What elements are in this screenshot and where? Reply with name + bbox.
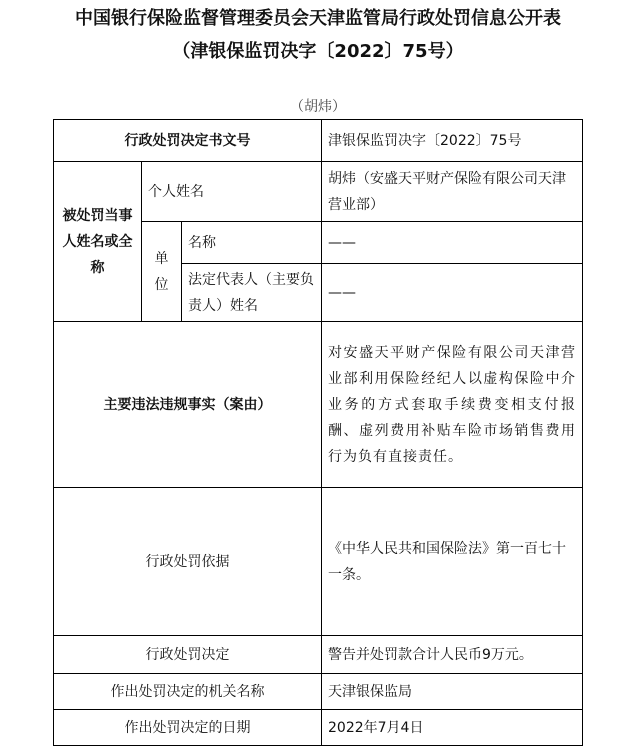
date-label: 作出处罚决定的日期 [54,710,322,746]
basis-value: 《中华人民共和国保险法》第一百七十一条。 [322,488,583,636]
subtitle: （胡炜） [290,99,346,115]
decision-label: 行政处罚决定 [54,636,322,674]
doc-no-label: 行政处罚决定书文号 [54,120,322,162]
facts-label: 主要违法违规事实（案由） [54,322,322,488]
individual-label: 个人姓名 [142,162,322,222]
authority-label: 作出处罚决定的机关名称 [54,674,322,710]
title-line-1: 中国银行保险监督管理委员会天津监管局行政处罚信息公开表 [75,8,561,29]
doc-no-value: 津银保监罚决字〔2022〕75号 [322,120,583,162]
penalty-info-table [53,119,583,746]
title-line-2: （津银保监罚决字〔2022〕75号） [172,41,464,62]
legal-rep-label: 法定代表人（主要负责人）姓名 [182,264,322,322]
individual-value: 胡炜（安盛天平财产保险有限公司天津营业部） [322,162,583,222]
authority-value: 天津银保监局 [322,674,583,710]
unit-name-value: —— [322,222,583,264]
date-value: 2022年7月4日 [322,710,583,746]
unit-label: 单位 [142,222,182,322]
page-title [0,0,636,69]
unit-name-label: 名称 [182,222,322,264]
party-label: 被处罚当事人姓名或全称 [54,162,142,322]
legal-rep-value: —— [322,264,583,322]
basis-label: 行政处罚依据 [54,488,322,636]
decision-value: 警告并处罚款合计人民币9万元。 [322,636,583,674]
facts-value: 对安盛天平财产保险有限公司天津营业部利用保险经纪人以虚构保险中介业务的方式套取手续费变相支付报酬、虚列费用补贴车险市场销售费用行为负有直接责任。 [322,322,583,488]
